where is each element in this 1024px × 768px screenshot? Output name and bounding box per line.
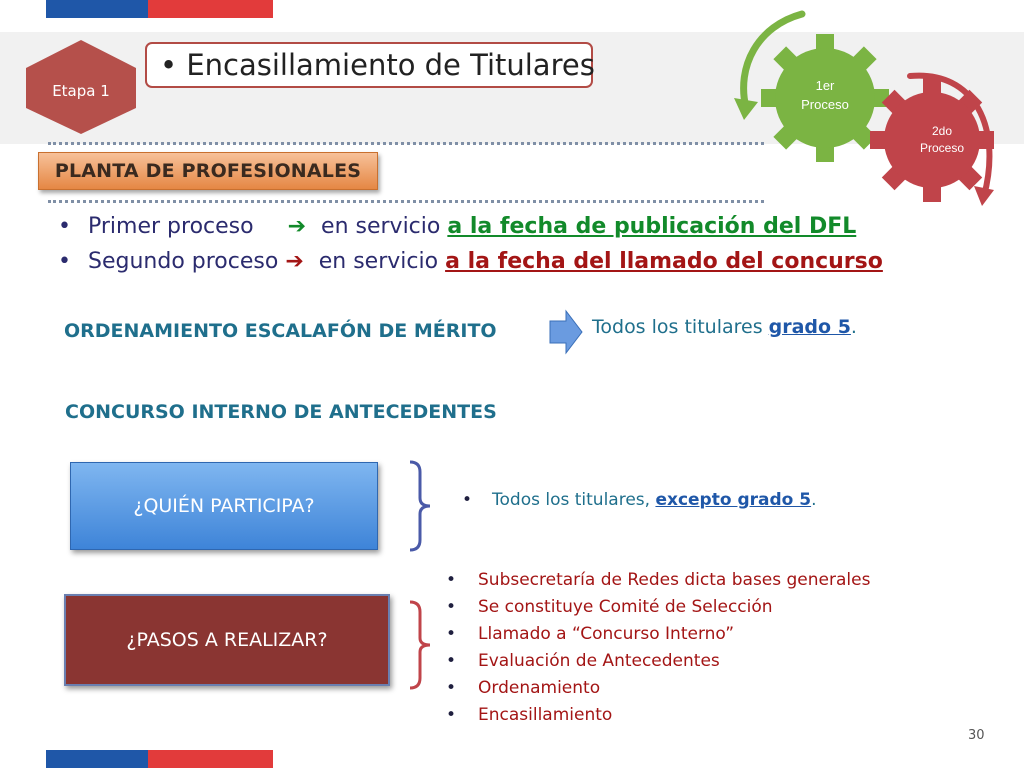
etapa-label: Etapa 1 [52, 82, 110, 100]
page-title: • Encasillamiento de Titulares [160, 48, 595, 82]
bullet-1-text: Primer proceso [88, 214, 254, 239]
flag-stripe-blue-top [46, 0, 148, 18]
gear-2-icon [870, 78, 994, 202]
gear-2-line2: Proceso [919, 141, 965, 155]
bullet-line-1 [58, 214, 856, 239]
pasos-step: • Subsecretaría de Redes dicta bases generales [446, 570, 871, 590]
bullet-1-emphasis: a la fecha de publicación del DFL [447, 214, 857, 239]
flag-stripe-red-top [148, 0, 273, 18]
gear-2-line1: 2do [931, 124, 953, 138]
bullet-2-marker: • [58, 249, 71, 274]
quien-item [462, 490, 816, 510]
ordenamiento-emphasis: grado 5 [768, 316, 851, 338]
arrow-right-icon [548, 309, 584, 355]
quien-item-emphasis: excepto grado 5 [655, 490, 812, 510]
bracket-1-icon [404, 458, 438, 554]
ordenamiento-prefix: Todos los titulares [592, 316, 763, 338]
bullet-2-middle: en servicio [318, 249, 439, 274]
pasos-step: • Llamado a “Concurso Interno” [446, 624, 735, 644]
gear-1-line2: Proceso [801, 97, 849, 112]
divider-top [48, 142, 764, 145]
pasos-a-realizar-box: ¿PASOS A REALIZAR? [64, 594, 390, 686]
bullet-1-middle: en servicio [321, 214, 441, 239]
bracket-2-icon [404, 598, 438, 692]
page-number: 30 [968, 728, 985, 743]
concurso-heading: CONCURSO INTERNO DE ANTECEDENTES [65, 401, 497, 423]
gear-1-line1: 1er [815, 78, 835, 93]
quien-item-suffix: . [811, 490, 817, 510]
bullet-1-marker: • [58, 214, 71, 239]
quien-participa-box: ¿QUIÉN PARTICIPA? [70, 462, 378, 550]
bullet-2-emphasis: a la fecha del llamado del concurso [445, 249, 883, 274]
pasos-step: • Se constituye Comité de Selección [446, 597, 773, 617]
bullet-line-2 [58, 249, 883, 274]
arrow-right-icon: ➔ [285, 249, 304, 274]
flag-stripe-red-bottom [148, 750, 273, 768]
pasos-step: • Ordenamiento [446, 678, 601, 698]
arrow-right-icon: ➔ [287, 214, 307, 239]
divider-bottom [48, 200, 764, 203]
ordenamiento-heading: ORDENAMIENTO ESCALAFÓN DE MÉRITO [64, 320, 497, 342]
pasos-step: • Evaluación de Antecedentes [446, 651, 720, 671]
quien-item-marker: • [462, 490, 473, 510]
planta-label: PLANTA DE PROFESIONALES [38, 152, 378, 190]
flag-stripe-blue-bottom [46, 750, 148, 768]
ordenamiento-suffix: . [850, 316, 857, 338]
bullet-2-text: Segundo proceso [88, 249, 279, 274]
pasos-step: • Encasillamiento [446, 705, 613, 725]
process-gears-graphic [730, 8, 1020, 208]
quien-item-prefix: Todos los titulares, [492, 490, 656, 510]
ordenamiento-text [592, 316, 857, 338]
